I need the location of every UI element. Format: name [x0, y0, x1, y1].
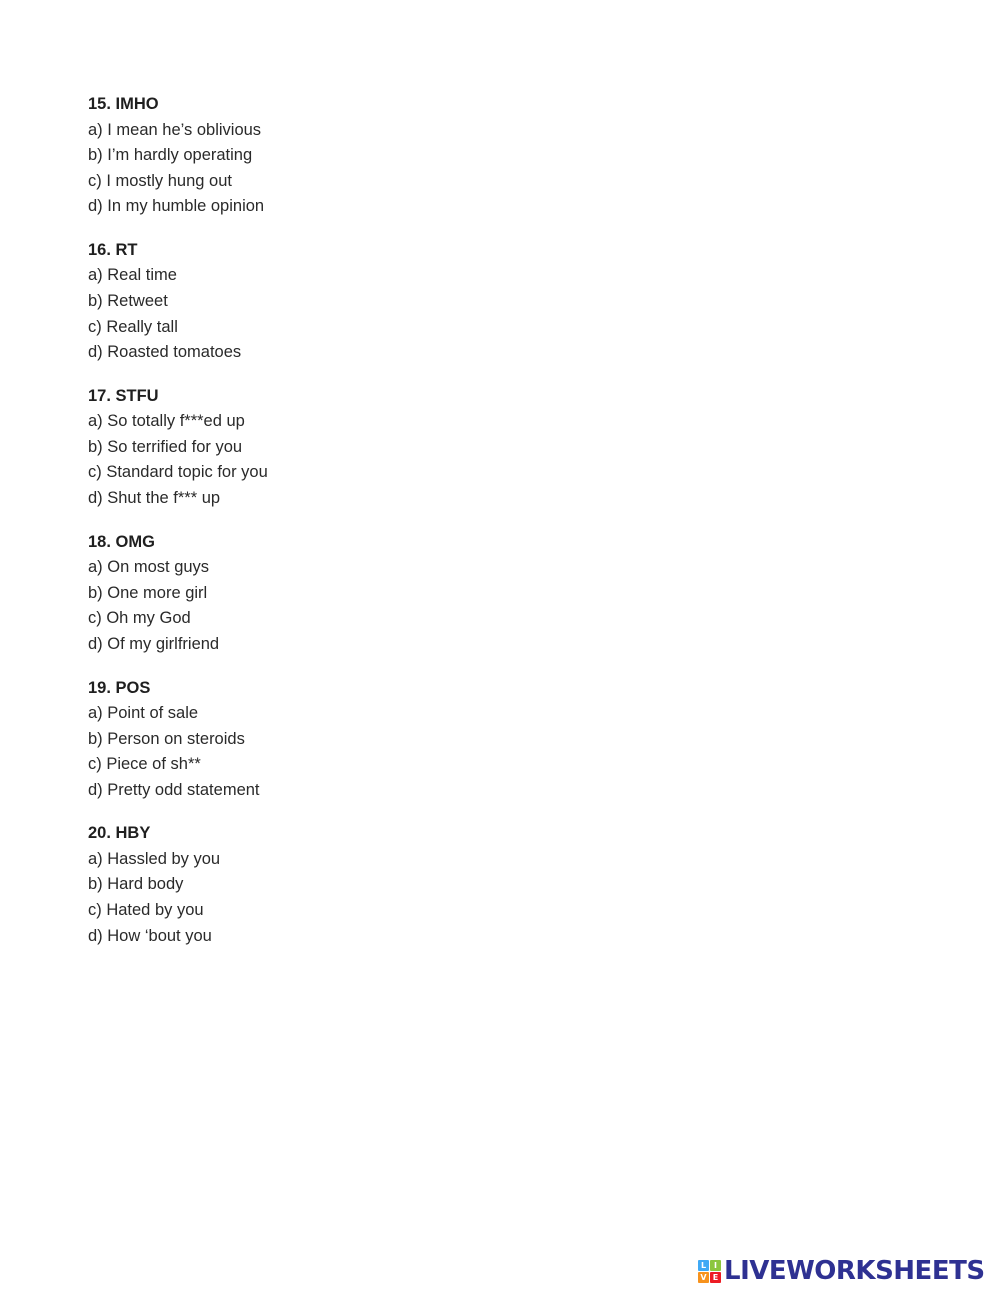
option-c: c) Hated by you	[88, 901, 204, 920]
option-a: a) Point of sale	[88, 704, 199, 722]
option-c: c) Standard topic for you	[88, 463, 268, 482]
question-title: 16. RT	[88, 240, 138, 259]
logo-block-e: E	[710, 1272, 721, 1283]
option-d: d) How ‘bout you	[88, 926, 212, 945]
option-d: d) Of my girlfriend	[88, 634, 220, 653]
question-title: 20. HBY	[88, 824, 151, 843]
question-15	[88, 92, 688, 220]
option-a: a) On most guys	[88, 558, 210, 577]
option-b: b) Retweet	[88, 291, 168, 310]
option-b: b) So terrified for you	[88, 437, 243, 456]
question-16	[88, 238, 688, 366]
option-a: a) So totally f***ed up	[88, 412, 245, 431]
question-19	[88, 676, 688, 804]
option-d: d) Shut the f*** up	[88, 489, 221, 508]
question-20	[88, 821, 688, 949]
option-a: a) I mean he’s oblivious	[88, 120, 262, 139]
worksheet-page	[88, 92, 688, 967]
question-17	[88, 384, 688, 512]
option-b: b) I’m hardly operating	[88, 146, 253, 165]
question-title: 17. STFU	[88, 386, 159, 405]
option-c: c) Really tall	[88, 317, 178, 336]
option-d: d) Roasted tomatoes	[88, 343, 242, 362]
option-a: a) Hassled by you	[88, 849, 221, 868]
logo-blocks-icon	[698, 1260, 721, 1283]
option-d: d) In my humble opinion	[88, 197, 265, 216]
logo-text: LIVEWORKSHEETS	[724, 1256, 985, 1286]
option-b: b) Hard body	[88, 875, 184, 894]
option-c: c) Oh my God	[88, 609, 191, 628]
question-title: 18. OMG	[88, 532, 155, 551]
liveworksheets-logo	[698, 1256, 985, 1286]
option-c: c) I mostly hung out	[88, 171, 232, 190]
option-b: b) Person on steroids	[88, 729, 245, 748]
option-a: a) Real time	[88, 266, 177, 285]
logo-block-v: V	[698, 1272, 709, 1283]
question-18	[88, 530, 688, 658]
question-title: 19. POS	[88, 678, 151, 697]
option-c: c) Piece of sh**	[88, 755, 201, 774]
logo-block-i: I	[710, 1260, 721, 1271]
option-b: b) One more girl	[88, 583, 208, 602]
option-d: d) Pretty odd statement	[88, 780, 260, 799]
question-title: 15. IMHO	[88, 95, 159, 113]
logo-block-l: L	[698, 1260, 709, 1271]
